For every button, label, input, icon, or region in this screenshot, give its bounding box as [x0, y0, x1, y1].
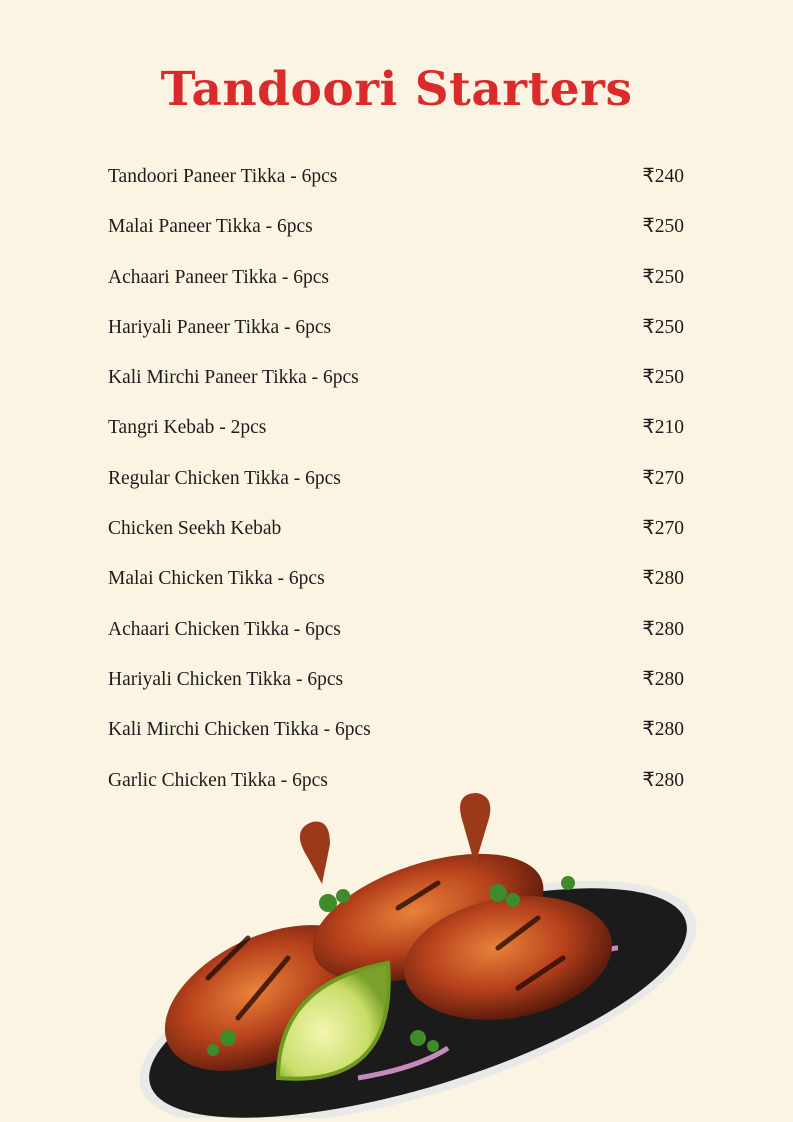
item-name: Achaari Chicken Tikka - 6pcs: [108, 618, 341, 640]
item-price: ₹250: [642, 266, 684, 288]
item-name: Kali Mirchi Chicken Tikka - 6pcs: [108, 719, 371, 741]
item-name: Hariyali Chicken Tikka - 6pcs: [108, 668, 344, 690]
item-price: ₹280: [642, 719, 684, 741]
item-name: Kali Mirchi Paneer Tikka - 6pcs: [108, 367, 359, 389]
item-price: ₹240: [642, 166, 684, 187]
item-name: Tangri Kebab - 2pcs: [108, 417, 267, 439]
menu-item: [108, 210, 684, 260]
item-price: ₹250: [642, 367, 684, 389]
menu-item: [108, 311, 684, 361]
menu-list: [108, 160, 684, 814]
item-name: Chicken Seekh Kebab: [108, 518, 282, 540]
item-price: ₹280: [642, 769, 684, 791]
item-name: Regular Chicken Tikka - 6pcs: [108, 467, 341, 489]
item-name: Garlic Chicken Tikka - 6pcs: [108, 769, 328, 791]
menu-item: [108, 160, 684, 210]
menu-item: [108, 361, 684, 411]
item-name: Malai Paneer Tikka - 6pcs: [108, 216, 313, 238]
menu-item: [108, 713, 684, 763]
menu-item: [108, 261, 684, 311]
item-name: Hariyali Paneer Tikka - 6pcs: [108, 316, 332, 338]
page-title: Tandoori Starters: [160, 62, 633, 117]
item-price: ₹280: [642, 568, 684, 590]
item-name: Tandoori Paneer Tikka - 6pcs: [108, 166, 338, 187]
item-price: ₹250: [642, 316, 684, 338]
menu-item: [108, 462, 684, 512]
menu-item: [108, 562, 684, 612]
menu-item: [108, 512, 684, 562]
menu-item: [108, 663, 684, 713]
item-price: ₹280: [642, 668, 684, 690]
menu-item: [108, 613, 684, 663]
menu-item: [108, 411, 684, 461]
item-price: ₹270: [642, 467, 684, 489]
item-price: ₹250: [642, 216, 684, 238]
tandoori-chicken-plate-icon: [118, 788, 698, 1122]
item-price: ₹270: [642, 518, 684, 540]
item-price: ₹210: [642, 417, 684, 439]
item-name: Achaari Paneer Tikka - 6pcs: [108, 266, 329, 288]
item-name: Malai Chicken Tikka - 6pcs: [108, 568, 325, 590]
item-price: ₹280: [642, 618, 684, 640]
